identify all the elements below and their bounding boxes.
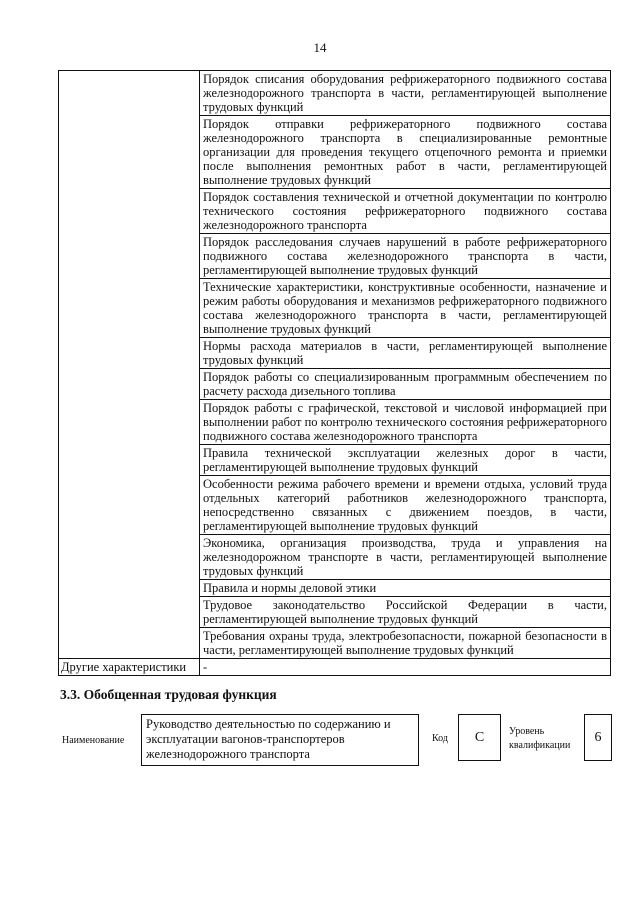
requirement-cell: Порядок расследования случаев нарушений в работе рефрижераторного подвижного состава железнодорожного транспорта в части, регламентирующей выполнение трудовых функций	[200, 234, 611, 279]
name-label: Наименование	[62, 735, 125, 746]
table-row	[59, 71, 611, 116]
knowledge-requirements-table	[58, 70, 611, 676]
requirement-cell: Порядок отправки рефрижераторного подвижного состава железнодорожного транспорта в специализированные ремонтные организации для проведения текущего отцепочного ремонта и приемки после выполнения ремонтных работ в части, регламентирующей выполнение трудовых функций	[200, 116, 611, 189]
section-heading: 3.3. Обобщенная трудовая функция	[60, 687, 277, 702]
other-characteristics-row	[59, 659, 611, 676]
qualification-level-box: 6	[584, 714, 612, 761]
code-box: C	[458, 714, 501, 761]
other-characteristics-value: -	[200, 659, 611, 676]
requirement-cell: Правила технической эксплуатации железных дорог в части, регламентирующей выполнение трудовых функций	[200, 445, 611, 476]
page-number: 14	[313, 40, 327, 55]
function-name-box: Руководство деятельностью по содержанию и эксплуатации вагонов-транспортеров железнодорожного транспорта	[141, 714, 419, 766]
qualification-level-label	[509, 725, 570, 753]
requirement-cell: Особенности режима рабочего времени и времени отдыха, условий труда отдельных категорий работников железнодорожного транспорта, непосредственно связанных с движением поездов, в части, регламентирующей выполнение трудовых функций	[200, 476, 611, 535]
level-label-line2: квалификации	[509, 740, 571, 751]
requirement-cell: Порядок составления технической и отчетной документации по контролю технического состояния рефрижераторного подвижного состава железнодорожного транспорта	[200, 189, 611, 234]
other-characteristics-label: Другие характеристики	[59, 659, 200, 676]
requirement-cell: Технические характеристики, конструктивные особенности, назначение и режим работы оборудования и механизмов рефрижераторного подвижного состава железнодорожного транспорта в части, регламентирующей выполнение трудовых функций	[200, 279, 611, 338]
requirement-cell: Требования охраны труда, электробезопасности, пожарной безопасности в части, регламентирующей выполнение трудовых функций	[200, 628, 611, 659]
requirement-cell: Экономика, организация производства, труда и управления на железнодорожном транспорте в части, регламентирующей выполнение трудовых функций	[200, 535, 611, 580]
requirement-cell: Порядок списания оборудования рефрижераторного подвижного состава железнодорожного транспорта в части, регламентирующей выполнение трудовых функций	[200, 71, 611, 116]
requirement-cell: Порядок работы с графической, текстовой и числовой информацией при выполнении работ по контролю технического состояния рефрижераторного подвижного состава железнодорожного транспорта	[200, 400, 611, 445]
row-group-label-cell	[59, 71, 200, 659]
requirement-cell: Нормы расхода материалов в части, регламентирующей выполнение трудовых функций	[200, 338, 611, 369]
requirement-cell: Порядок работы со специализированным программным обеспечением по расчету расхода дизельного топлива	[200, 369, 611, 400]
code-label: Код	[432, 733, 448, 744]
level-label-line1: Уровень	[509, 726, 545, 737]
requirement-cell: Правила и нормы деловой этики	[200, 580, 611, 597]
requirement-cell: Трудовое законодательство Российской Федерации в части, регламентирующей выполнение трудовых функций	[200, 597, 611, 628]
